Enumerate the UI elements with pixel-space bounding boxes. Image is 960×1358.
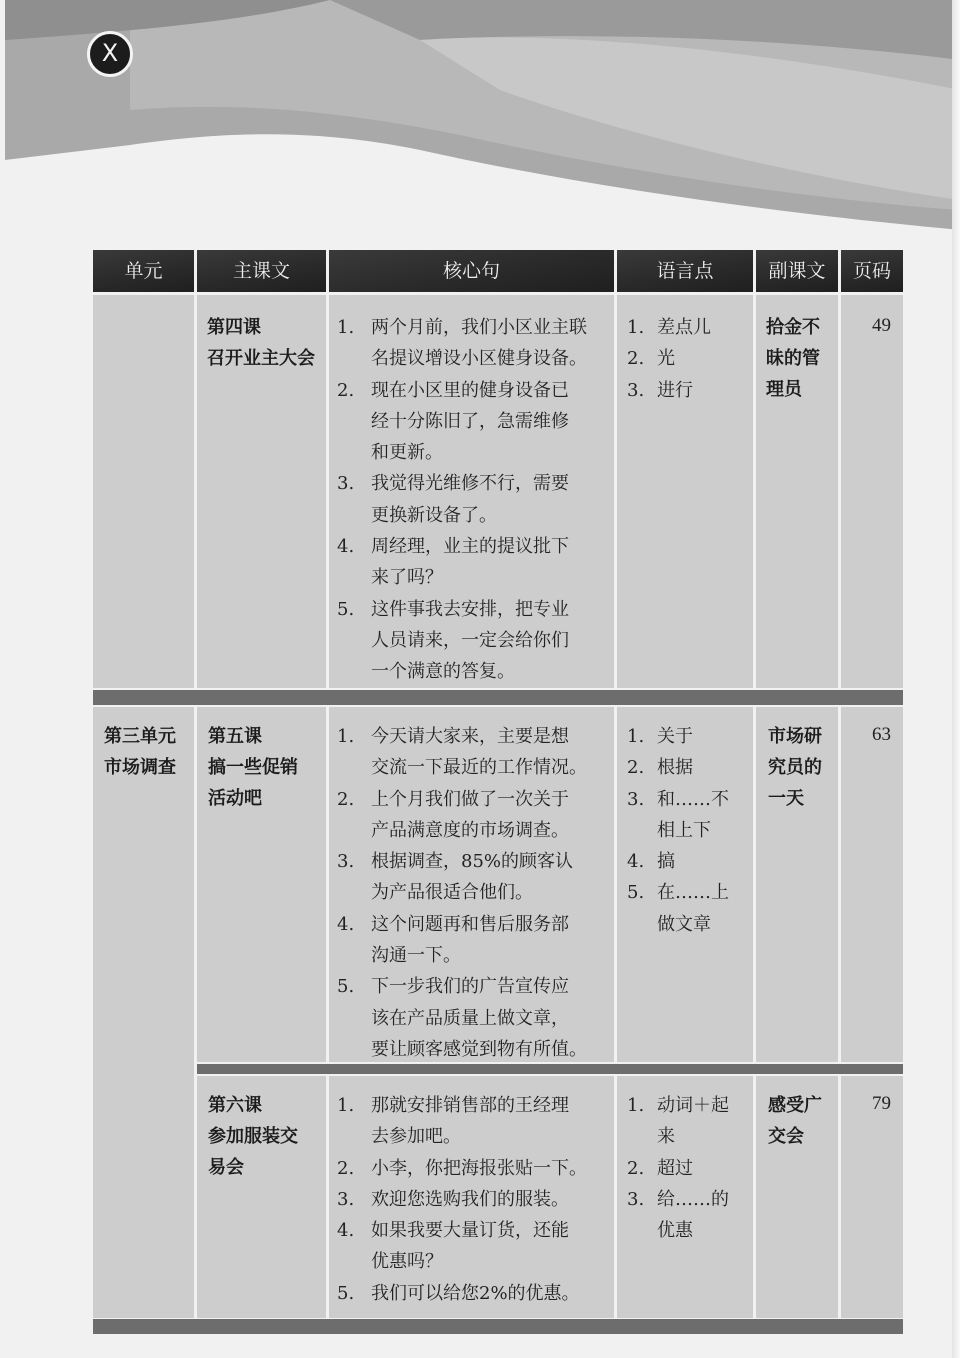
row3-main-text-cell: 第六课 参加服装交 易会 <box>197 1076 326 1318</box>
language-point-item: 2. 光 <box>627 348 675 370</box>
row2-core-sentences-cell <box>329 707 614 1062</box>
language-point-item: 4. 搞 <box>627 851 675 873</box>
core-sentence-item: 1. 两个月前，我们小区业主联 名提议增设小区健身设备。 <box>337 317 587 370</box>
header-core-sentences: 核心句 <box>329 250 614 292</box>
header-language-points: 语言点 <box>617 250 753 292</box>
unit-cell <box>93 707 194 1318</box>
row3-core-sentences-cell <box>329 1076 614 1318</box>
header-sub-text: 副课文 <box>756 250 838 292</box>
lesson-number: 第四课 <box>207 317 261 338</box>
language-point-item: 2. 超过 <box>627 1157 693 1179</box>
lesson-title: 召开业主大会 <box>207 348 315 369</box>
close-button[interactable] <box>87 31 133 77</box>
language-point-item: 3. 和……不 相上下 <box>627 788 729 841</box>
unit-title: 市场调查 <box>104 757 176 778</box>
header-unit: 单元 <box>93 250 194 292</box>
row3-language-points-cell <box>617 1076 753 1318</box>
language-point-item: 3. 给……的 优惠 <box>627 1188 729 1242</box>
row1-language-points-cell <box>617 295 753 688</box>
core-sentence-item: 3. 欢迎您选购我们的服装。 <box>337 1188 569 1210</box>
core-sentence-item: 2. 现在小区里的健身设备已 经十分陈旧了，急需维修 和更新。 <box>337 379 569 464</box>
lesson-separator <box>197 1064 903 1074</box>
core-sentence-item: 1. 那就安排销售部的王经理 去参加吧。 <box>337 1095 569 1148</box>
language-point-item: 1. 关于 <box>627 726 693 747</box>
core-sentence-item: 1. 今天请大家来，主要是想 交流一下最近的工作情况。 <box>337 726 587 779</box>
row1-sub-text-cell: 拾金不 昧的管 理员 <box>756 295 838 688</box>
row2-main-text-cell: 第五课 搞一些促销 活动吧 <box>197 707 326 1062</box>
core-sentence-item: 3. 我觉得光维修不行，需要 更换新设备了。 <box>337 473 569 526</box>
core-sentence-item: 5. 下一步我们的广告宣传应 该在产品质量上做文章， 要让顾客感觉到物有所值。 <box>337 976 587 1060</box>
core-sentence-item: 5. 这件事我去安排，把专业 人员请来，一定会给你们 一个满意的答复。 <box>337 598 569 683</box>
language-point-item: 3. 进行 <box>627 379 693 401</box>
language-point-item: 5. 在……上 做文章 <box>627 882 729 935</box>
core-sentence-item: 3. 根据调查，85%的顾客认 为产品很适合他们。 <box>337 851 574 904</box>
row2-language-points-cell <box>617 707 753 1062</box>
row3-sub-text-cell: 感受广 交会 <box>756 1076 838 1318</box>
core-sentence-item: 5. 我们可以给您2%的优惠。 <box>337 1282 580 1304</box>
row1-unit-cell <box>93 295 194 688</box>
header-main-text: 主课文 <box>197 250 326 292</box>
language-point-item: 2. 根据 <box>627 757 693 779</box>
row1-core-sentences-cell <box>329 295 614 688</box>
core-sentence-item: 4. 如果我要大量订货，还能 优惠吗？ <box>337 1220 569 1273</box>
core-sentence-item: 4. 周经理，业主的提议批下 来了吗？ <box>337 536 569 589</box>
unit-number: 第三单元 <box>104 726 176 747</box>
language-point-item: 1. 差点儿 <box>627 317 711 338</box>
core-sentence-item: 2. 小李，你把海报张贴一下。 <box>337 1157 587 1179</box>
row2-page-cell: 63 <box>841 707 903 1062</box>
row2-sub-text-cell: 市场研 究员的 一天 <box>756 707 838 1062</box>
row1-main-text-cell <box>197 295 326 688</box>
page-edge <box>952 0 960 1358</box>
core-sentence-item: 2. 上个月我们做了一次关于 产品满意度的市场调查。 <box>337 788 569 841</box>
unit-separator <box>93 690 903 705</box>
table-bottom-bar <box>93 1319 903 1334</box>
language-point-item: 1. 动词＋起 来 <box>627 1095 729 1148</box>
close-icon: X <box>101 39 119 67</box>
row3-page-cell: 79 <box>841 1076 903 1318</box>
row1-page-cell: 49 <box>841 295 903 688</box>
core-sentence-item: 4. 这个问题再和售后服务部 沟通一下。 <box>337 913 569 967</box>
header-page: 页码 <box>841 250 903 292</box>
